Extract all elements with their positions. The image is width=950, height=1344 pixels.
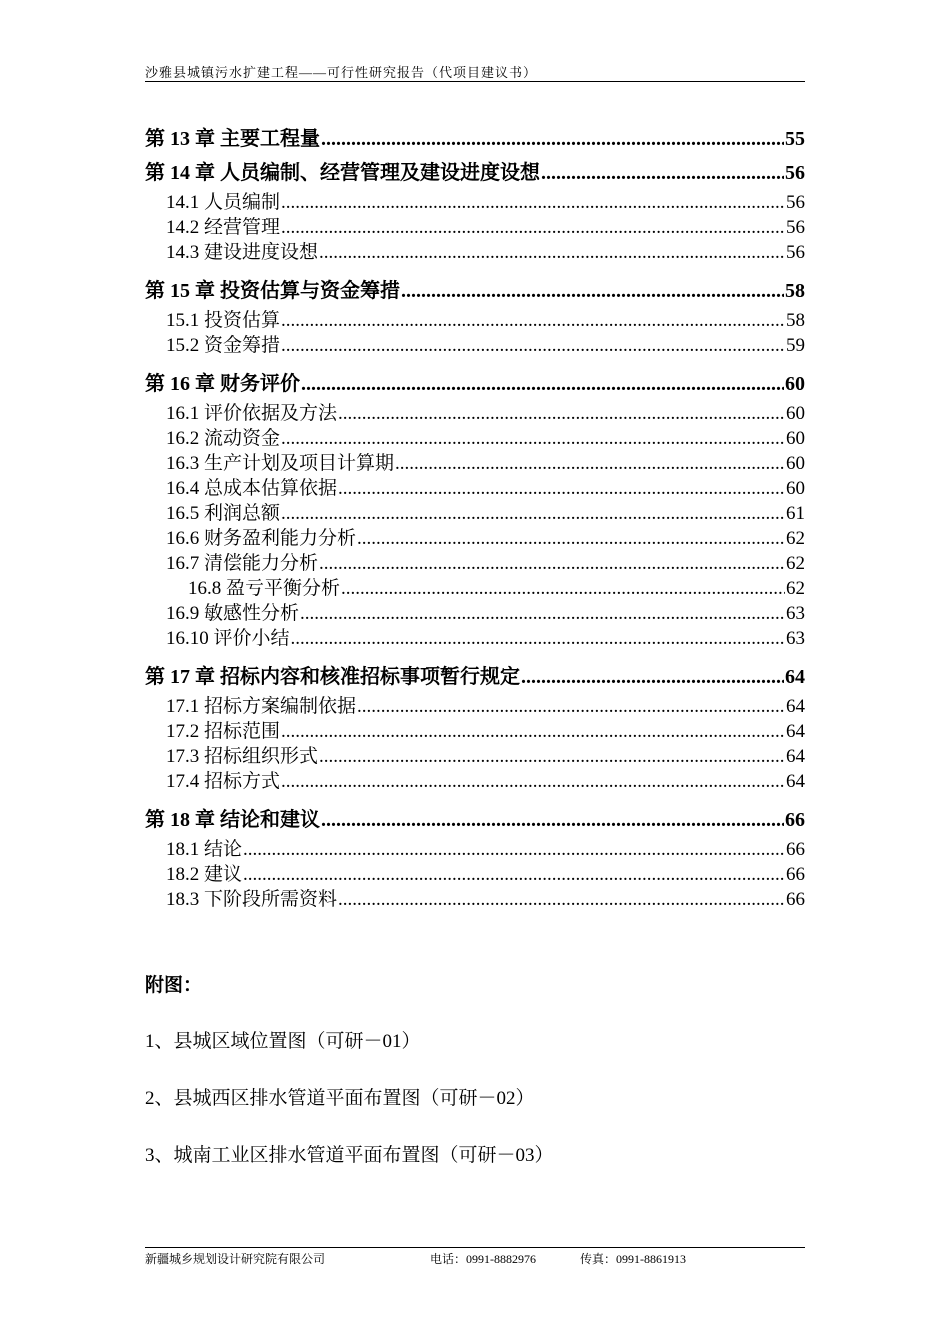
toc-section-entry[interactable] — [145, 719, 805, 744]
toc-entry-title: 16.2 流动资金 — [166, 428, 281, 449]
toc-chapter-entry[interactable] — [145, 274, 805, 308]
toc-entry-page: 58 — [786, 310, 805, 331]
toc-entry-title: 17.2 招标范围 — [166, 721, 281, 742]
toc-entry-page: 60 — [786, 428, 805, 449]
toc-entry-page: 56 — [786, 242, 805, 263]
page-footer — [145, 1250, 805, 1267]
toc-entry-page: 62 — [786, 578, 805, 599]
appendix-title: 附图： — [145, 975, 203, 996]
toc-entry-page: 64 — [785, 666, 805, 688]
toc-chapter-entry[interactable] — [145, 156, 805, 190]
toc-leader-dots — [319, 744, 785, 769]
footer-divider — [145, 1247, 805, 1248]
appendix-item: 3、城南工业区排水管道平面布置图（可研－03） — [145, 1145, 554, 1166]
toc-entry-page: 58 — [785, 280, 805, 302]
toc-section-entry[interactable] — [145, 476, 805, 501]
toc-leader-dots — [243, 862, 785, 887]
toc-entry-page: 56 — [786, 217, 805, 238]
toc-leader-dots — [319, 551, 785, 576]
toc-entry-title: 16.5 利润总额 — [166, 503, 281, 524]
toc-entry-title: 15.1 投资估算 — [166, 310, 281, 331]
appendix-item: 2、县城西区排水管道平面布置图（可研－02） — [145, 1088, 535, 1109]
appendix-item: 1、县城区域位置图（可研－01） — [145, 1031, 421, 1052]
toc-leader-dots — [321, 122, 784, 156]
toc-entry-title: 16.3 生产计划及项目计算期 — [166, 453, 395, 474]
toc-leader-dots — [281, 190, 785, 215]
toc-leader-dots — [281, 426, 785, 451]
toc-entry-title: 第 16 章 财务评价 — [145, 373, 300, 395]
toc-entry-title: 16.8 盈亏平衡分析 — [188, 578, 341, 599]
toc-section-entry[interactable] — [145, 837, 805, 862]
toc-chapter-entry[interactable] — [145, 803, 805, 837]
toc-leader-dots — [321, 803, 784, 837]
toc-section-entry[interactable] — [145, 240, 805, 265]
toc-entry-title: 16.10 评价小结 — [166, 628, 290, 649]
toc-section-entry[interactable] — [145, 626, 805, 651]
toc-section-entry[interactable] — [145, 769, 805, 794]
toc-entry-page: 56 — [785, 162, 805, 184]
toc-entry-page: 66 — [786, 889, 805, 910]
toc-leader-dots — [338, 476, 785, 501]
toc-entry-page: 64 — [786, 746, 805, 767]
toc-section-entry[interactable] — [145, 694, 805, 719]
toc-section-entry[interactable] — [145, 190, 805, 215]
toc-leader-dots — [300, 601, 785, 626]
toc-entry-title: 16.1 评价依据及方法 — [166, 403, 338, 424]
toc-leader-dots — [291, 626, 785, 651]
toc-entry-page: 60 — [786, 403, 805, 424]
toc-entry-title: 17.3 招标组织形式 — [166, 746, 319, 767]
toc-leader-dots — [338, 887, 785, 912]
toc-chapter-entry[interactable] — [145, 367, 805, 401]
toc-entry-title: 14.3 建设进度设想 — [166, 242, 319, 263]
toc-entry-page: 66 — [786, 839, 805, 860]
toc-entry-page: 60 — [786, 478, 805, 499]
toc-leader-dots — [395, 451, 785, 476]
toc-leader-dots — [281, 308, 785, 333]
toc-entry-title: 第 18 章 结论和建议 — [145, 809, 320, 831]
toc-entry-title: 第 15 章 投资估算与资金筹措 — [145, 280, 400, 302]
toc-entry-page: 60 — [785, 373, 805, 395]
toc-leader-dots — [281, 215, 785, 240]
toc-section-entry[interactable] — [145, 451, 805, 476]
toc-entry-page: 62 — [786, 553, 805, 574]
toc-section-entry[interactable] — [145, 215, 805, 240]
toc-section-entry[interactable] — [145, 426, 805, 451]
footer-fax: 传真：0991-8861913 — [580, 1252, 686, 1266]
page-header: 沙雅县城镇污水扩建工程——可行性研究报告（代项目建议书） — [145, 65, 538, 80]
toc-entry-page: 64 — [786, 771, 805, 792]
toc-section-entry[interactable] — [145, 333, 805, 358]
toc-section-entry[interactable] — [145, 526, 805, 551]
toc-entry-page: 60 — [786, 453, 805, 474]
toc-entry-page: 66 — [785, 809, 805, 831]
toc-entry-title: 16.9 敏感性分析 — [166, 603, 300, 624]
toc-entry-title: 16.4 总成本估算依据 — [166, 478, 338, 499]
toc-leader-dots — [357, 694, 785, 719]
toc-leader-dots — [341, 576, 785, 601]
toc-entry-title: 15.2 资金筹措 — [166, 335, 281, 356]
toc-chapter-entry[interactable] — [145, 660, 805, 694]
toc-leader-dots — [281, 769, 785, 794]
toc-section-entry[interactable] — [145, 576, 805, 601]
footer-phone: 电话：0991-8882976 — [430, 1252, 536, 1266]
toc-entry-page: 66 — [786, 864, 805, 885]
toc-entry-page: 61 — [786, 503, 805, 524]
toc-section-entry[interactable] — [145, 887, 805, 912]
toc-entry-page: 56 — [786, 192, 805, 213]
toc-entry-title: 第 17 章 招标内容和核准招标事项暂行规定 — [145, 666, 520, 688]
toc-leader-dots — [281, 333, 785, 358]
toc-leader-dots — [357, 526, 785, 551]
toc-leader-dots — [301, 367, 784, 401]
toc-entry-title: 14.1 人员编制 — [166, 192, 281, 213]
toc-entry-title: 18.2 建议 — [166, 864, 243, 885]
toc-section-entry[interactable] — [145, 862, 805, 887]
toc-entry-title: 第 14 章 人员编制、经营管理及建设进度设想 — [145, 162, 540, 184]
toc-section-entry[interactable] — [145, 501, 805, 526]
toc-entry-page: 63 — [786, 603, 805, 624]
toc-entry-page: 59 — [786, 335, 805, 356]
toc-section-entry[interactable] — [145, 308, 805, 333]
footer-company: 新疆城乡规划设计研究院有限公司 — [145, 1252, 326, 1266]
toc-chapter-entry[interactable] — [145, 122, 805, 156]
toc-section-entry[interactable] — [145, 551, 805, 576]
toc-leader-dots — [319, 240, 785, 265]
toc-entry-page: 64 — [786, 721, 805, 742]
toc-section-entry[interactable] — [145, 601, 805, 626]
table-of-contents — [145, 122, 805, 912]
toc-entry-page: 62 — [786, 528, 805, 549]
toc-leader-dots — [281, 719, 785, 744]
toc-entry-title: 14.2 经营管理 — [166, 217, 281, 238]
toc-leader-dots — [521, 660, 784, 694]
toc-entry-page: 63 — [786, 628, 805, 649]
toc-entry-title: 17.1 招标方案编制依据 — [166, 696, 357, 717]
toc-section-entry[interactable] — [145, 744, 805, 769]
header-divider — [145, 81, 805, 82]
toc-leader-dots — [281, 501, 785, 526]
toc-leader-dots — [541, 156, 784, 190]
toc-leader-dots — [338, 401, 785, 426]
toc-entry-title: 17.4 招标方式 — [166, 771, 281, 792]
toc-leader-dots — [243, 837, 785, 862]
toc-leader-dots — [401, 274, 784, 308]
toc-entry-title: 18.3 下阶段所需资料 — [166, 889, 338, 910]
toc-entry-title: 16.6 财务盈利能力分析 — [166, 528, 357, 549]
toc-section-entry[interactable] — [145, 401, 805, 426]
toc-entry-page: 64 — [786, 696, 805, 717]
toc-entry-title: 16.7 清偿能力分析 — [166, 553, 319, 574]
toc-entry-title: 18.1 结论 — [166, 839, 243, 860]
toc-entry-title: 第 13 章 主要工程量 — [145, 128, 320, 150]
toc-entry-page: 55 — [785, 128, 805, 150]
